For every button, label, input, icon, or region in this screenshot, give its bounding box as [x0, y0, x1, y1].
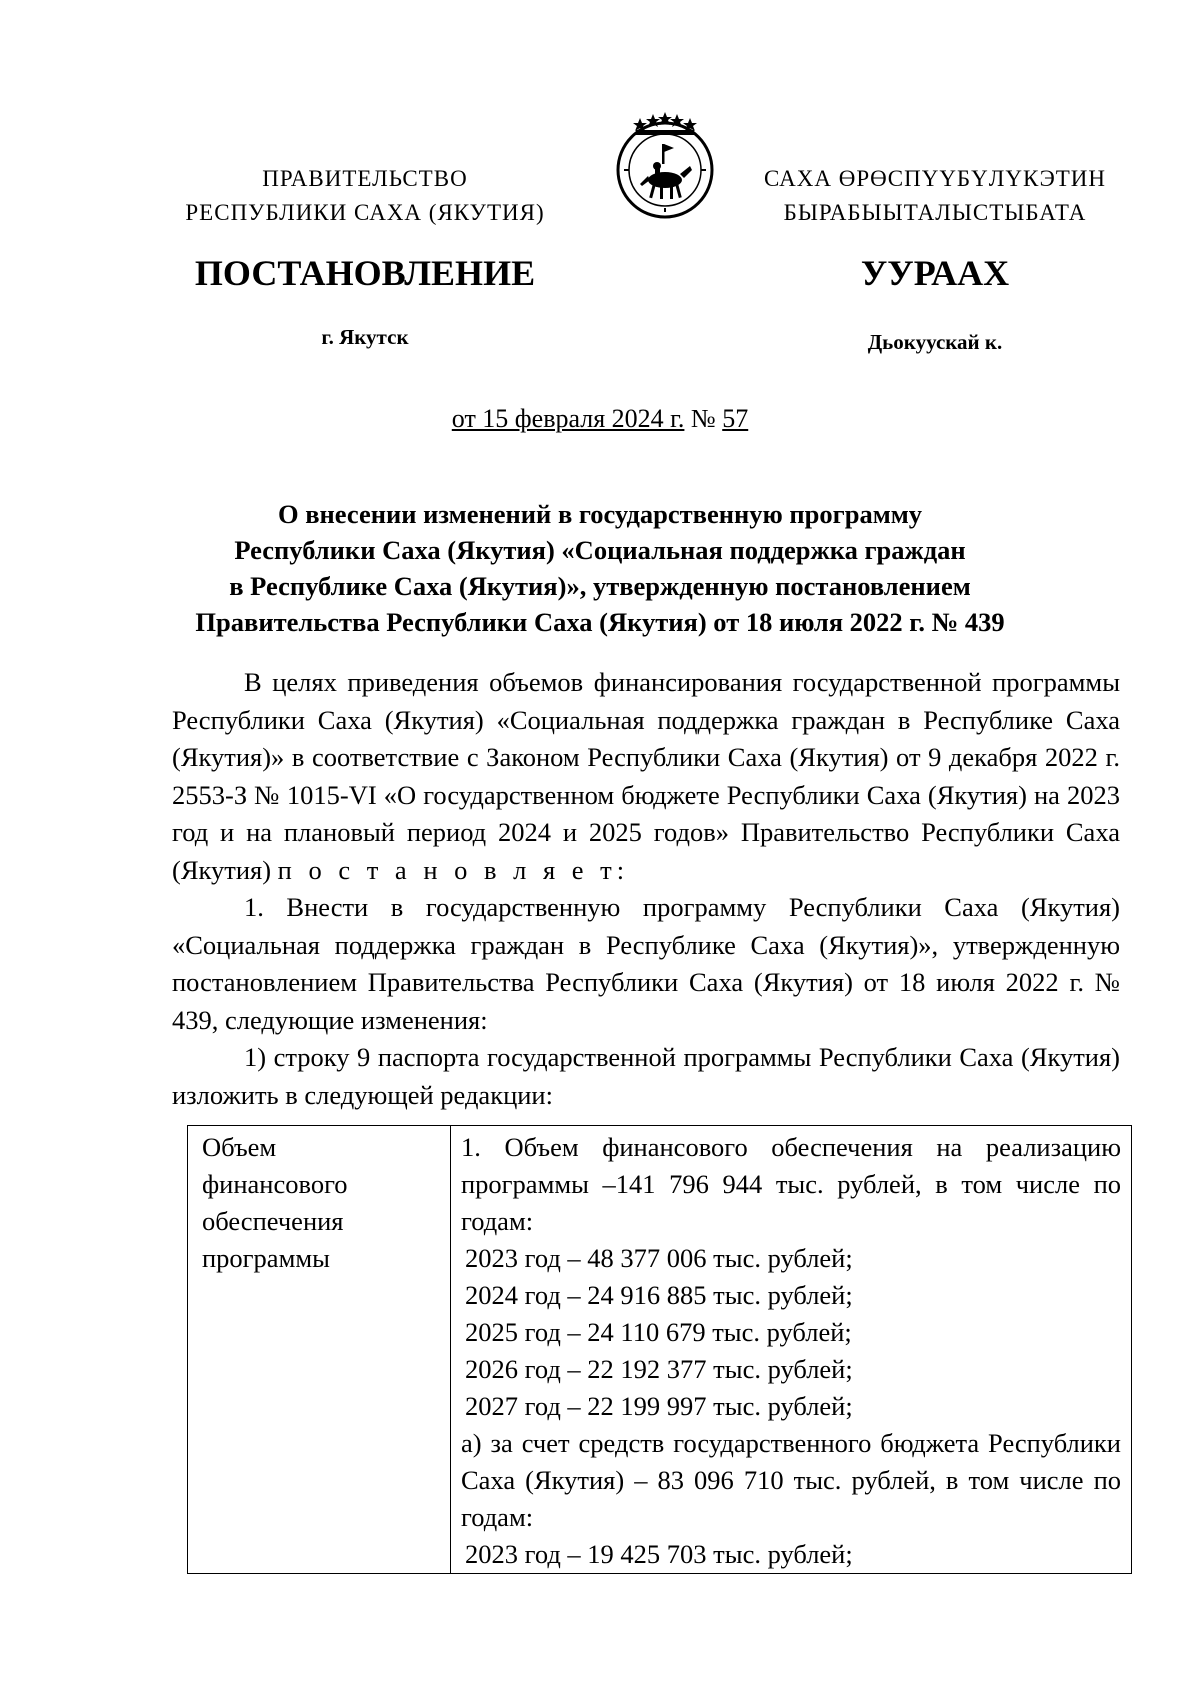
header-left — [170, 162, 560, 230]
resolution-date: от 15 февраля 2024 г. — [451, 404, 685, 433]
row-value-cell — [451, 1126, 1132, 1574]
doc-title-line1: О внесении изменений в государственную программу — [277, 499, 923, 529]
year-total-line: 2023 год – 48 377 006 тыс. рублей; — [465, 1243, 853, 1273]
gov-name-ru-line1: ПРАВИТЕЛЬСТВО — [262, 166, 468, 191]
date-number-line — [0, 404, 1200, 434]
doc-title-line3: в Республике Саха (Якутия)», утвержденную постановлением — [229, 571, 971, 601]
header-right — [740, 162, 1130, 230]
document-title — [120, 496, 1080, 640]
resolution-number: 57 — [722, 404, 749, 433]
coat-of-arms-emblem-icon — [610, 108, 720, 220]
label-line: программы — [202, 1243, 330, 1273]
title-ru: ПОСТАНОВЛЕНИЕ — [194, 253, 536, 293]
document-body — [172, 664, 1120, 1114]
title-sah: УУРААХ — [860, 253, 1010, 293]
label-line: обеспечения — [202, 1206, 344, 1236]
row-label-cell — [188, 1126, 451, 1574]
city-ru: г. Якутск — [321, 325, 409, 349]
sub-a-text: а) за счет средств государственного бюджета Республики Саха (Якутия) – 83 096 710 тыс. рублей, в том числе по годам: — [461, 1428, 1121, 1532]
number-sign: № — [690, 404, 716, 433]
gov-name-sah-line2: БЫРАБЫЫТАЛЫСТЫБАТА — [783, 200, 1087, 225]
city-sah: Дьокуускай к. — [867, 330, 1003, 354]
passport-row-9-table — [187, 1125, 1132, 1574]
year-total-line: 2024 год – 24 916 885 тыс. рублей; — [465, 1280, 853, 1310]
year-a-line: 2023 год – 19 425 703 тыс. рублей; — [465, 1539, 853, 1569]
doc-title-line2: Республики Саха (Якутия) «Социальная поддержка граждан — [234, 535, 966, 565]
table-row — [188, 1126, 1132, 1574]
label-line: финансового — [202, 1169, 348, 1199]
year-total-line: 2027 год – 22 199 997 тыс. рублей; — [465, 1391, 853, 1421]
resolves-word: п о с т а н о в л я е т: — [277, 854, 630, 885]
year-total-line: 2025 год – 24 110 679 тыс. рублей; — [465, 1317, 852, 1347]
preamble-paragraph: В целях приведения объемов финансирования государственной программы Республики Саха (Якутия) «Социальная поддержка граждан в Республике Саха (Якутия)» в соответствие с Законом Республики Саха (Якутия) от 9 декабря 2022 г. 2553-З № 1015-VI «О государственном бюджете Республики Саха (Якутия) на 2023 год и на плановый период 2024 и 2025 годов» Правительство Республики Саха (Якутия) п о с т а н о в л я е т: — [172, 667, 1120, 885]
gov-name-ru-line2: РЕСПУБЛИКИ САХА (ЯКУТИЯ) — [185, 200, 545, 225]
funding-intro: 1. Объем финансового обеспечения на реализацию программы –141 796 944 тыс. рублей, в том числе по годам: — [461, 1132, 1121, 1236]
year-total-line: 2026 год – 22 192 377 тыс. рублей; — [465, 1354, 853, 1384]
gov-name-sah-line1: САХА ӨРӨСПҮҮБҮЛҮКЭТИН — [763, 166, 1107, 191]
label-line: Объем — [202, 1132, 277, 1162]
doc-title-line4: Правительства Республики Саха (Якутия) от 18 июля 2022 г. № 439 — [195, 607, 1005, 637]
item-1-paragraph: 1. Внести в государственную программу Республики Саха (Якутия) «Социальная поддержка граждан в Республике Саха (Якутия)», утвержденную постановлением Правительства Республики Саха (Якутия) от 18 июля 2022 г. № 439, следующие изменения: — [172, 892, 1120, 1035]
item-1-1-paragraph: 1) строку 9 паспорта государственной программы Республики Саха (Якутия) изложить в следующей редакции: — [172, 1042, 1120, 1110]
